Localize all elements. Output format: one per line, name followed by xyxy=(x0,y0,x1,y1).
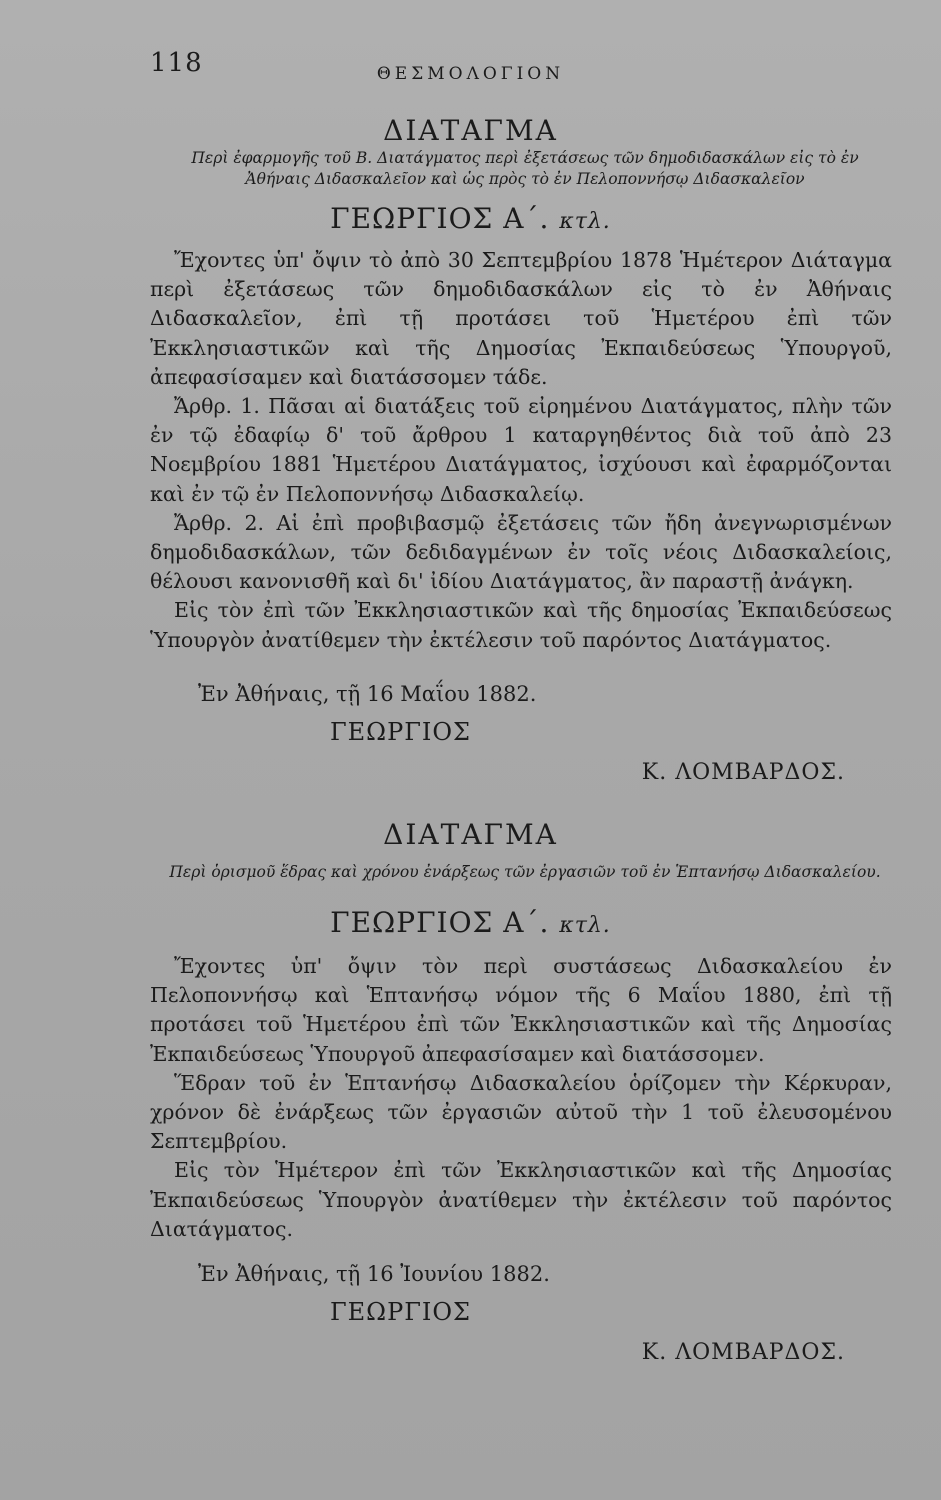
decree-2-body xyxy=(150,952,892,1244)
running-title: ΘΕΣΜΟΛΟΓΙΟΝ xyxy=(376,64,565,84)
decree-2-preamble: Ἔχοντες ὑπ' ὄψιν τὸν περὶ συστάσεως Διδασκαλείου ἐν Πελοποννήσῳ καὶ Ἑπτανήσῳ νόμον τῆς 6 Μαΐου 1880, ἐπὶ τῇ προτάσει τοῦ Ἡμετέρου ἐπὶ τῶν Ἐκκλησιαστικῶν καὶ τῆς Δημοσίας Ἐκπαιδεύσεως Ὑπουργοῦ ἀπεφασίσαμεν καὶ διατάσσομεν. xyxy=(150,954,892,1066)
decree-2-dateline: Ἐν Ἀθήναις, τῇ 16 Ἰουνίου 1882. xyxy=(198,1262,550,1286)
decree-1-article-2: Ἄρθρ. 2. Αἱ ἐπὶ προβιβασμῷ ἐξετάσεις τῶν ἤδη ἀνεγνωρισμένων δημοδιδασκάλων, τῶν δεδιδαγμένων ἐν τοῖς νέοις Διδασκαλείοις, θέλουσι κανονισθῆ καὶ δι' ἰδίου Διατάγματος, ἂν παραστῇ ἀνάγκη. xyxy=(150,510,892,594)
decree-2-sovereign-name: ΓΕΩΡΓΙΟΣ Α΄. xyxy=(330,906,550,939)
page-number: 118 xyxy=(150,48,203,78)
decree-1-body xyxy=(150,246,892,655)
decree-1-sovereign-name: ΓΕΩΡΓΙΟΣ Α΄. xyxy=(330,202,550,235)
decree-1-sovereign-suffix: κτλ. xyxy=(559,209,611,234)
decree-2-execution-clause: Εἰς τὸν Ἡμέτερον ἐπὶ τῶν Ἐκκλησιαστικῶν καὶ τῆς Δημοσίας Ἐκπαιδεύσεως Ὑπουργὸν ἀνατίθεμεν τὴν ἐκτέλεσιν τοῦ παρόντος Διατάγματος. xyxy=(150,1158,892,1241)
decree-2-title: ΔΙΑΤΑΓΜΑ xyxy=(383,818,558,851)
decree-1-title: ΔΙΑΤΑΓΜΑ xyxy=(383,114,558,147)
decree-1-article-1: Ἄρθρ. 1. Πᾶσαι αἱ διατάξεις τοῦ εἰρημένου Διατάγματος, πλὴν τῶν ἐν τῷ ἐδαφίῳ δ' τοῦ ἄρθρου 1 καταργηθέντος διὰ τοῦ ἀπὸ 23 Νοεμβρίου 1881 Ἡμετέρου Διατάγματος, ἰσχύουσι καὶ ἐφαρμόζονται καὶ ἐν τῷ ἐν Πελοποννήσῳ Διδασκαλείῳ. xyxy=(150,394,892,506)
decree-1-signature-minister: Κ. ΛΟΜΒΑΡΔΟΣ. xyxy=(641,760,845,785)
decree-1-signature-king: ΓΕΩΡΓΙΟΣ xyxy=(330,718,471,746)
decree-1-preamble: Ἔχοντες ὑπ' ὄψιν τὸ ἀπὸ 30 Σεπτεμβρίου 1878 Ἡμέτερον Διάταγμα περὶ ἐξετάσεως τῶν δημοδιδασκάλων εἰς τὸ ἐν Ἀθήναις Διδασκαλεῖον, ἐπὶ τῇ προτάσει τοῦ Ἡμετέρου ἐπὶ τῶν Ἐκκλησιαστικῶν καὶ τῆς Δημοσίας Ἐκπαιδεύσεως Ὑπουργοῦ, ἀπεφασίσαμεν καὶ διατάσσομεν τάδε. xyxy=(150,248,892,389)
decree-2-signature-minister: Κ. ΛΟΜΒΑΡΔΟΣ. xyxy=(641,1340,845,1365)
decree-1-sovereign xyxy=(0,202,941,235)
decree-2-subtitle: Περὶ ὁρισμοῦ ἕδρας καὶ χρόνου ἐνάρξεως τῶν ἐργασιῶν τοῦ ἐν Ἑπτανήσῳ Διδασκαλείου. xyxy=(169,863,881,881)
decree-2-sovereign xyxy=(0,906,941,939)
decree-2-sovereign-suffix: κτλ. xyxy=(559,913,611,938)
decree-1-execution-clause: Εἰς τὸν ἐπὶ τῶν Ἐκκλησιαστικῶν καὶ τῆς δημοσίας Ἐκπαιδεύσεως Ὑπουργὸν ἀνατίθεμεν τὴν ἐκτέλεσιν τοῦ παρόντος Διατάγματος. xyxy=(150,598,892,652)
decree-2-seat-and-start: Ἕδραν τοῦ ἐν Ἑπτανήσῳ Διδασκαλείου ὁρίζομεν τὴν Κέρκυραν, χρόνον δὲ ἐνάρξεως τῶν ἐργασιῶν αὐτοῦ τὴν 1 τοῦ ἐλευσομένου Σεπτεμβρίου. xyxy=(150,1070,892,1154)
decree-1-subtitle: Περὶ ἐφαρμογῆς τοῦ Β. Διατάγματος περὶ ἐξετάσεως τῶν δημοδιδασκάλων εἰς τὸ ἐν Ἀθήναις Διδασκαλεῖον καὶ ὡς πρὸς τὸ ἐν Πελοποννήσῳ Διδασκαλεῖον xyxy=(191,149,859,188)
decree-2-signature-king: ΓΕΩΡΓΙΟΣ xyxy=(330,1298,471,1326)
decree-1-dateline: Ἐν Ἀθήναις, τῇ 16 Μαΐου 1882. xyxy=(198,682,537,706)
